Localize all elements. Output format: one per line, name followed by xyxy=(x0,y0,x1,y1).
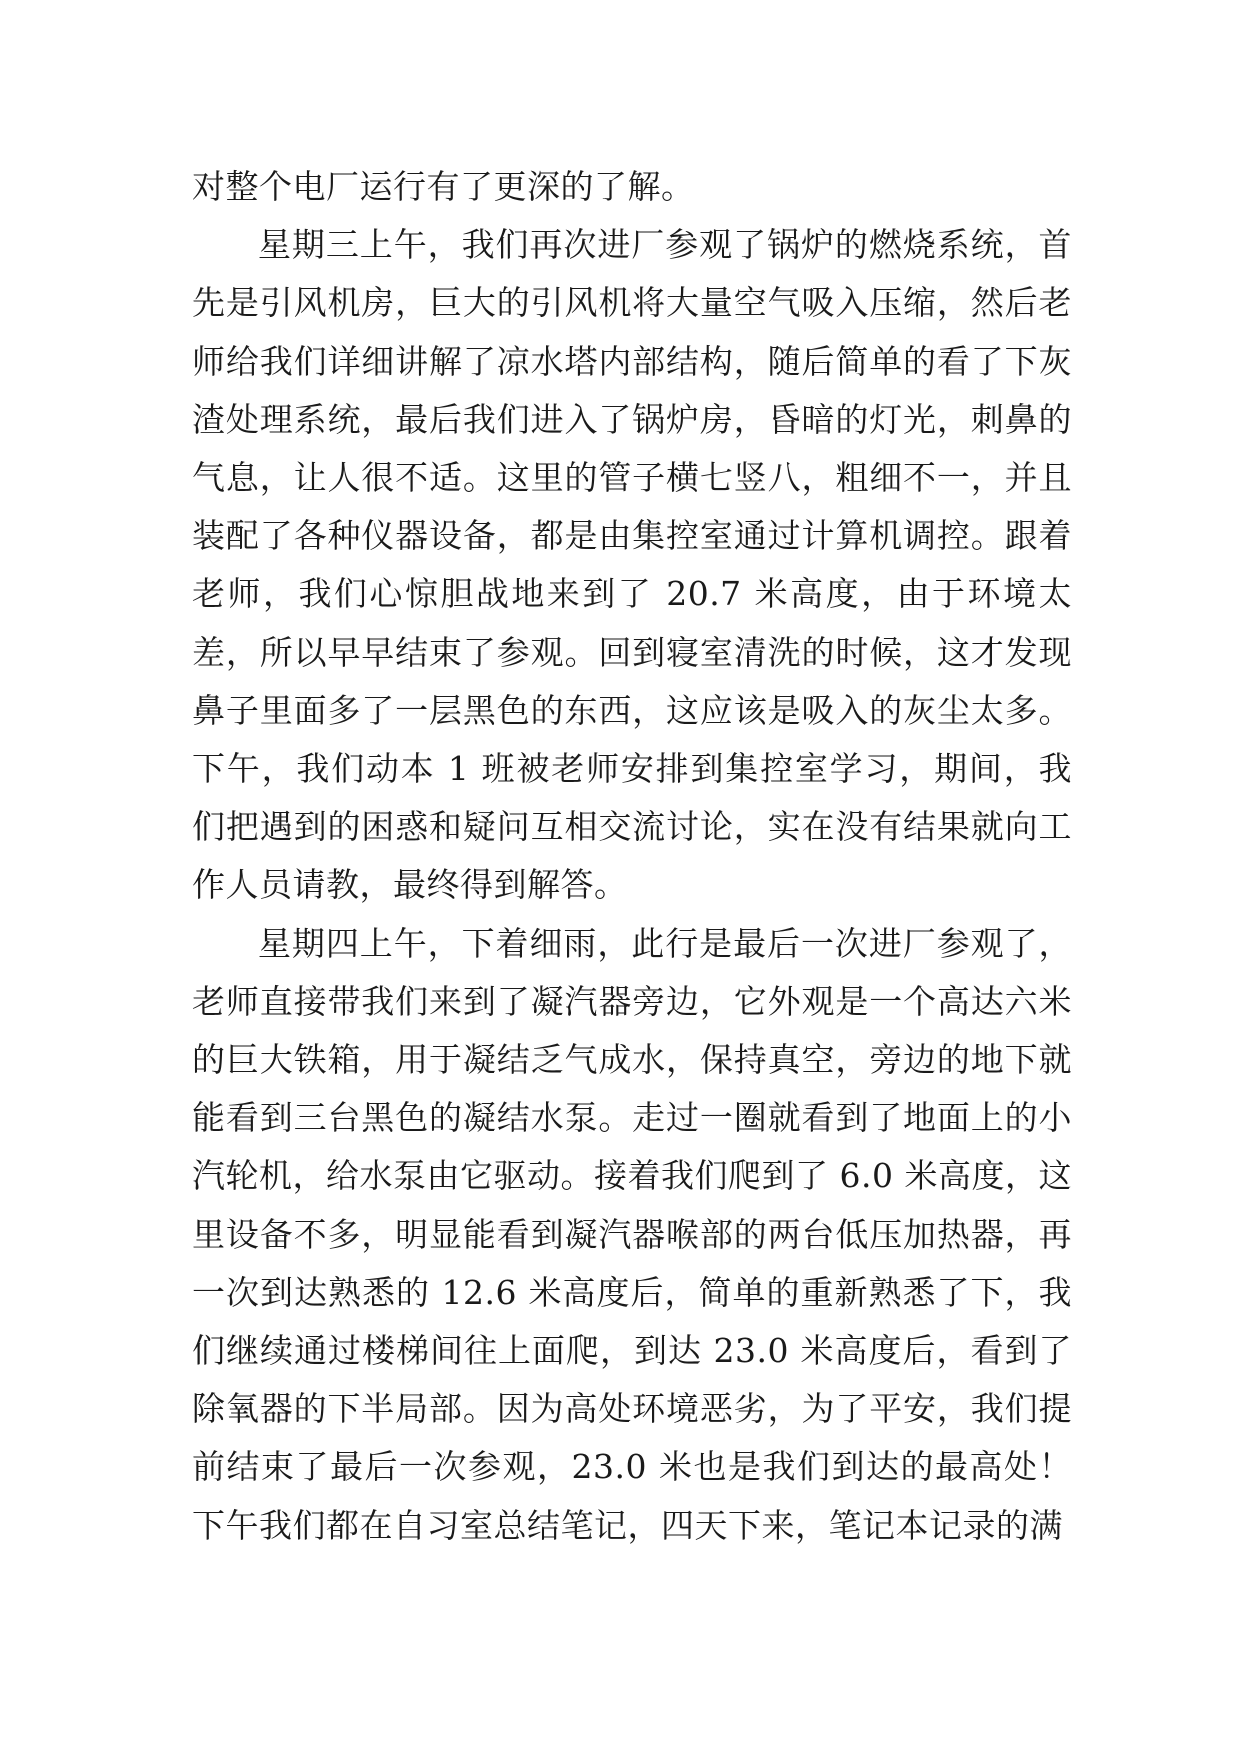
paragraph-thursday: 星期四上午，下着细雨，此行是最后一次进厂参观了，老师直接带我们来到了凝汽器旁边，它外观是一个高达六米的巨大铁箱，用于凝结乏气成水，保持真空，旁边的地下就能看到三台黑色的凝结水泵。走过一圈就看到了地面上的小汽轮机，给水泵由它驱动。接着我们爬到了 6.0 米高度，这里设备不多，明显能看到凝汽器喉部的两台低压加热器，再一次到达熟悉的 12.6 米高度后，简单的重新熟悉了下，我们继续通过楼梯间往上面爬，到达 23.0 米高度后，看到了除氧器的下半局部。因为高处环境恶劣，为了平安，我们提前结束了最后一次参观，23.0 米也是我们到达的最高处！下午我们都在自习室总结笔记，四天下来，笔记本记录的满 xyxy=(192,923,1072,1545)
body-text xyxy=(192,158,1072,1555)
paragraph-continuation: 对整个电厂运行有了更深的了解。 xyxy=(192,167,695,206)
paragraph-wednesday: 星期三上午，我们再次进厂参观了锅炉的燃烧系统，首先是引风机房，巨大的引风机将大量空气吸入压缩，然后老师给我们详细讲解了凉水塔内部结构，随后简单的看了下灰渣处理系统，最后我们进入了锅炉房，昏暗的灯光，刺鼻的气息，让人很不适。这里的管子横七竖八，粗细不一，并且装配了各种仪器设备，都是由集控室通过计算机调控。跟着老师，我们心惊胆战地来到了 20.7 米高度，由于环境太差，所以早早结束了参观。回到寝室清洗的时候，这才发现鼻子里面多了一层黑色的东西，这应该是吸入的灰尘太多。下午，我们动本 1 班被老师安排到集控室学习，期间，我们把遇到的困惑和疑问互相交流讨论，实在没有结果就向工作人员请教，最终得到解答。 xyxy=(192,225,1072,905)
